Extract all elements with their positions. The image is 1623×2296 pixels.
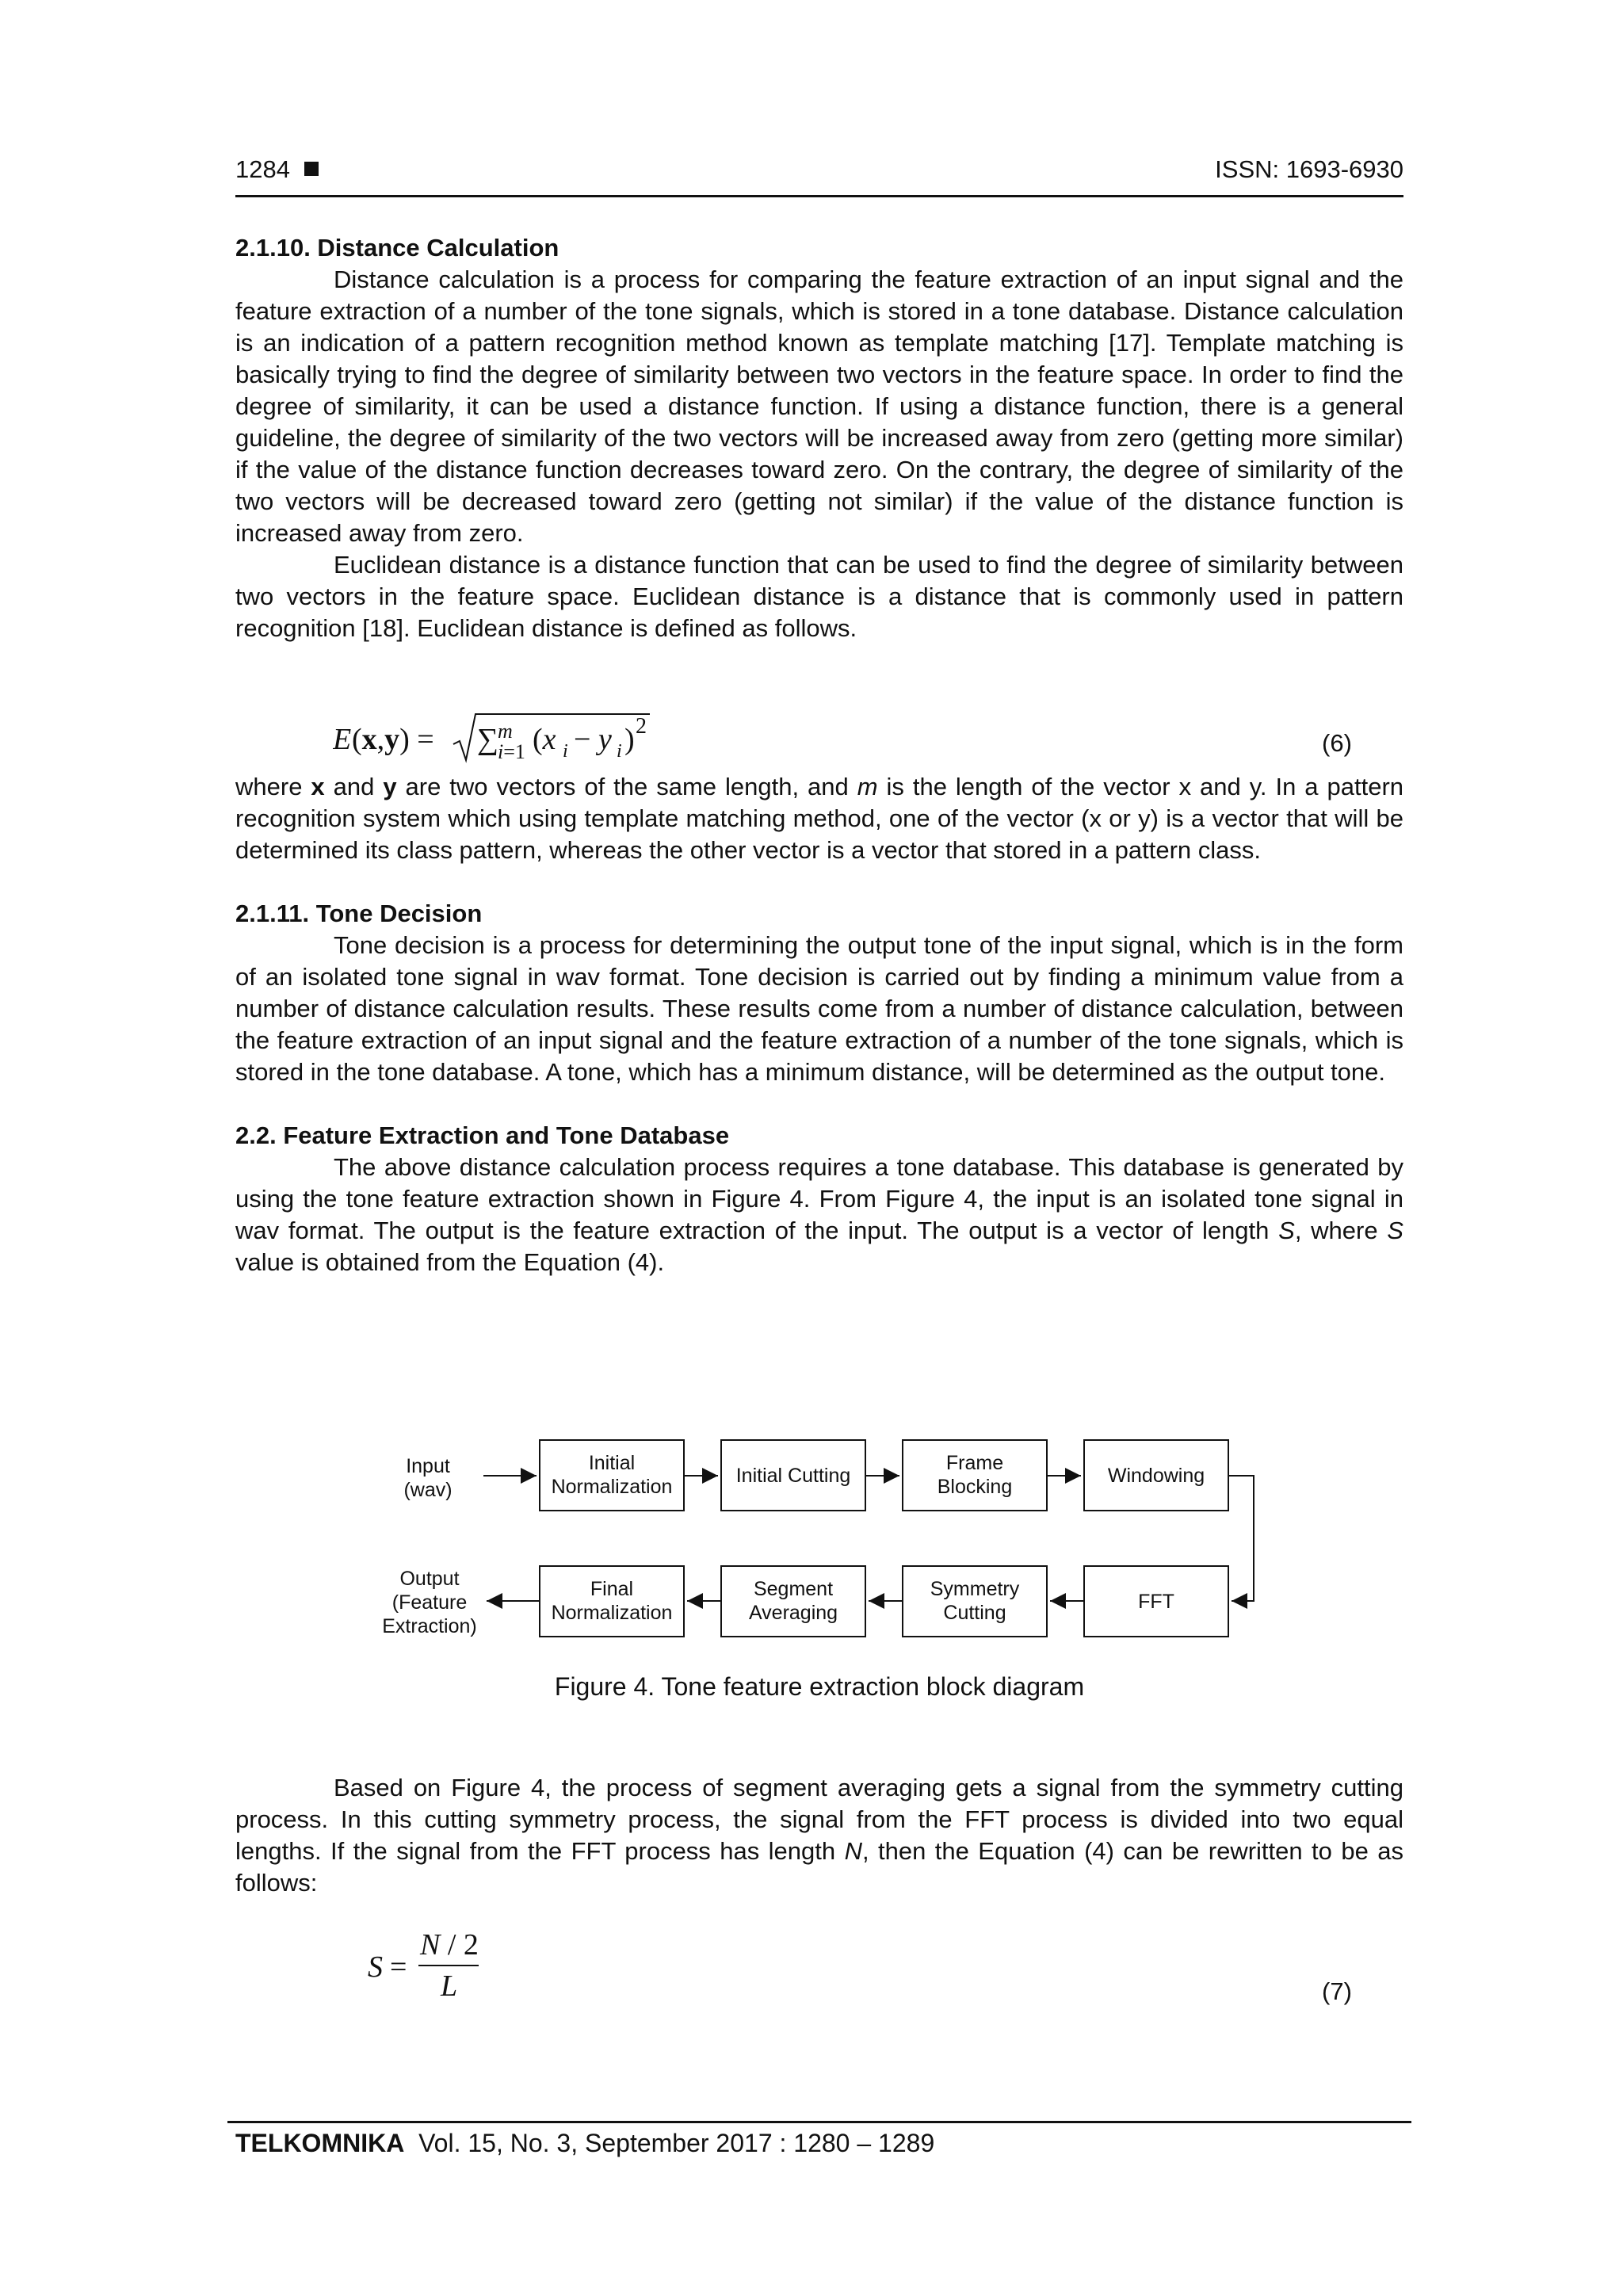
paragraph: Tone decision is a process for determining the output tone of the input signal, which is in the form of an isolated tone signal in wav format. Tone decision is carried out by finding a minimum value from a number of distance calculation results. These results come from a number of distance calculation, between the feature extraction of an input signal and the feature extraction of a number of the tone signals, which is stored in the tone database. A tone, which has a minimum distance, will be determined as the output tone.: [235, 931, 1403, 1086]
svg-text:Normalization: Normalization: [551, 1602, 673, 1624]
svg-text:Initial Cutting: Initial Cutting: [735, 1465, 851, 1487]
paragraph: Based on Figure 4, the process of segment averaging gets a signal from the symmetry cutting process. In this cutting symmetry process, the signal from the FFT process is divided into two equal lengths. If the signal from the FFT process has length N, then the Equation (4) can be rewritten to be as follows:: [235, 1774, 1403, 1897]
svg-text:Normalization: Normalization: [551, 1476, 673, 1498]
svg-text:E: E: [333, 723, 352, 756]
equation-6: [333, 709, 666, 773]
paragraph: The above distance calculation process requires a tone database. This database is generated by using the tone feature extraction shown in Figure 4. From Figure 4, the input is an isolated tone signal in wav format. The output is the feature extraction of the input. The output is a vector of length S, where S value is obtained from the Equation (4).: [235, 1153, 1403, 1276]
input-label: Input: [406, 1455, 450, 1477]
svg-text:L: L: [441, 1969, 458, 2003]
page-number: 1284: [235, 155, 319, 184]
svg-text:Frame: Frame: [945, 1452, 1004, 1474]
citation: Vol. 15, No. 3, September 2017 : 1280 – 1289: [418, 2129, 935, 2157]
svg-text:i: i: [617, 741, 622, 762]
svg-text:Initial: Initial: [588, 1452, 636, 1474]
paragraph: Distance calculation is a process for comparing the feature extraction of an input signal and the feature extraction of a number of the tone signals, which is stored in a tone database. Distance calculation is an indication of a pattern recognition method known as template matching [17]. Template matching is basically trying to find the degree of similarity between two vectors in the feature space. In order to find the degree of similarity, it can be used a distance function. If using a distance function, there is a general guideline, the degree of similarity of the two vectors will be increased away from zero (getting more similar) if the value of the distance function decreases toward zero. On the contrary, the degree of similarity of the two vectors will be decreased toward zero (getting not similar) if the value of the distance function is increased away from zero.: [235, 266, 1403, 547]
issn: ISSN: 1693-6930: [1215, 155, 1403, 183]
header-rule: [235, 195, 1403, 197]
equation-7: [366, 1927, 493, 2015]
equation-number: (6): [1322, 729, 1352, 757]
equation-number: (7): [1322, 1977, 1352, 2005]
svg-text:S: S: [368, 1950, 383, 1984]
svg-text:Windowing: Windowing: [1107, 1465, 1205, 1487]
page-header: [235, 155, 1403, 195]
paragraph: where x and y are two vectors of the same length, and m is the length of the vector x and y. In a pattern recognition system which using template matching method, one of the vector (x or y) is a vector that will be determined its class pattern, whereas the other vector is a vector that stored in a pattern class.: [235, 773, 1404, 864]
svg-text:i: i: [563, 741, 568, 762]
page-footer: [235, 2129, 934, 2158]
section-heading: 2.1.11. Tone Decision: [235, 900, 483, 927]
svg-text:∑: ∑: [477, 723, 499, 756]
footer-rule: [227, 2121, 1411, 2123]
section-heading: 2.2. Feature Extraction and Tone Database: [235, 1121, 730, 1149]
journal-name: TELKOMNIKA: [235, 2129, 405, 2157]
svg-text:FFT: FFT: [1138, 1591, 1174, 1613]
svg-text:N / 2: N / 2: [420, 1928, 479, 1962]
svg-text:− y: − y: [574, 723, 612, 756]
square-bullet-icon: [304, 162, 319, 176]
svg-text:=: =: [390, 1950, 407, 1984]
svg-text:2: 2: [636, 714, 647, 739]
svg-text:Segment: Segment: [753, 1578, 834, 1600]
svg-text:Final: Final: [590, 1578, 634, 1600]
section-heading: 2.1.10. Distance Calculation: [235, 234, 559, 262]
paragraph: Euclidean distance is a distance function that can be used to find the degree of similarity between two vectors in the feature space. Euclidean distance is a distance that is commonly used in pattern recognition [18]. Euclidean distance is defined as follows.: [235, 551, 1403, 642]
output-label: (Feature: [391, 1591, 468, 1614]
output-label: Output: [399, 1568, 460, 1590]
after-figure-text: [235, 1772, 1403, 1899]
svg-text:Symmetry: Symmetry: [930, 1578, 1020, 1600]
svg-text:): ): [624, 723, 635, 756]
svg-text:Averaging: Averaging: [748, 1602, 838, 1624]
svg-text:m: m: [498, 720, 513, 743]
input-label: (wav): [403, 1479, 453, 1501]
svg-text:(x: (x: [533, 723, 556, 756]
svg-text:Blocking: Blocking: [937, 1476, 1013, 1498]
svg-text:i=1: i=1: [498, 740, 525, 763]
svg-text:Cutting: Cutting: [943, 1602, 1006, 1624]
arrow: [1228, 1476, 1254, 1601]
figure-4-diagram: [372, 1427, 1276, 1656]
output-label: Extraction): [382, 1615, 477, 1637]
figure-caption: Figure 4. Tone feature extraction block diagram: [554, 1672, 1085, 1701]
svg-text:(x,y) =: (x,y) =: [352, 723, 434, 756]
